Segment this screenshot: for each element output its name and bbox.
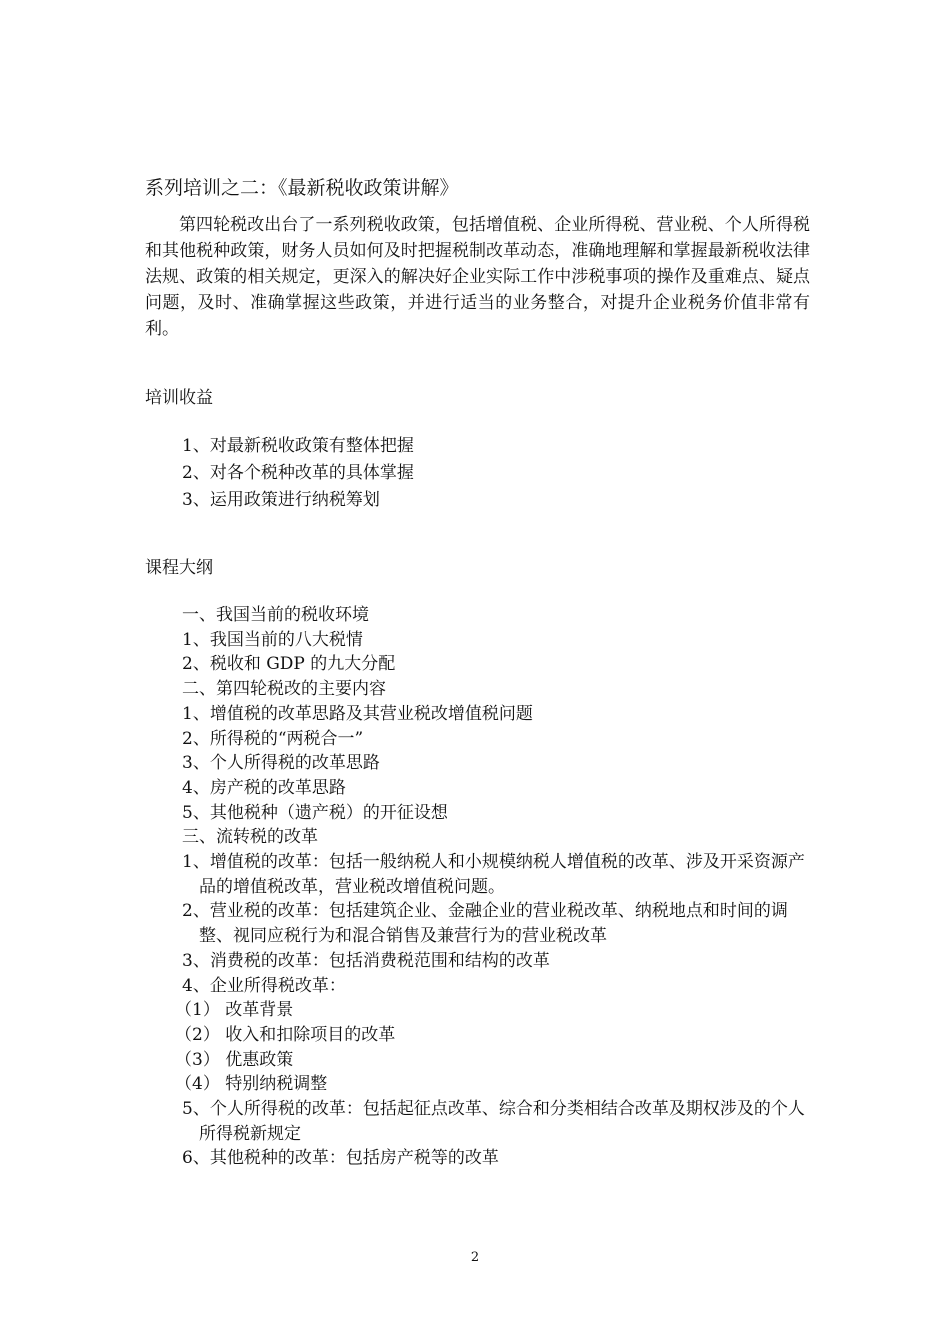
outline-item: 2、所得税的“两税合一” bbox=[182, 728, 364, 749]
outline-item: 5、其他税种（遗产税）的开征设想 bbox=[182, 802, 448, 823]
benefit-item: 2、对各个税种改革的具体掌握 bbox=[182, 463, 414, 483]
outline-item: 2、税收和 GDP 的九大分配 bbox=[182, 654, 396, 675]
outline-item: 4、房产税的改革思路 bbox=[182, 777, 346, 798]
benefits-heading: 培训收益 bbox=[145, 388, 213, 408]
outline-list bbox=[175, 603, 812, 1171]
outline-subitem: （2） 收入和扣除项目的改革 bbox=[175, 1024, 396, 1045]
outline-subitem: （4） 特别纳税调整 bbox=[175, 1074, 328, 1095]
outline-item: 1、增值税的改革：包括一般纳税人和小规模纳税人增值税的改革、涉及开采资源产品的增值税改革，营业税改增值税问题。 bbox=[182, 852, 805, 897]
outline-item: 2、营业税的改革：包括建筑企业、金融企业的营业税改革、纳税地点和时间的调整、视同应税行为和混合销售及兼营行为的营业税改革 bbox=[182, 901, 788, 947]
outline-item: 5、个人所得税的改革：包括起征点改革、综合和分类相结合改革及期权涉及的个人所得税新规定 bbox=[182, 1099, 805, 1144]
outline-subitem: （3） 优惠政策 bbox=[175, 1049, 294, 1070]
outline-item: 3、消费税的改革：包括消费税范围和结构的改革 bbox=[182, 950, 550, 971]
outline-item: 4、企业所得税改革： bbox=[182, 975, 346, 996]
intro-paragraph: 第四轮税改出台了一系列税收政策，包括增值税、企业所得税、营业税、个人所得税和其他税种政策，财务人员如何及时把握税制改革动态，准确地理解和掌握最新税收法律法规、政策的相关规定，更深入的解决好企业实际工作中涉税事项的操作及重难点、疑点问题，及时、准确掌握这些政策，并进行适当的业务整合，对提升企业税务价值非常有利。 bbox=[145, 215, 810, 339]
benefits-list bbox=[182, 433, 414, 514]
outline-item: 三、流转税的改革 bbox=[182, 827, 318, 848]
benefit-item: 3、运用政策进行纳税筹划 bbox=[182, 490, 380, 510]
outline-item: 3、个人所得税的改革思路 bbox=[182, 753, 380, 774]
outline-item: 二、第四轮税改的主要内容 bbox=[182, 679, 386, 700]
outline-item: 1、增值税的改革思路及其营业税改增值税问题 bbox=[182, 703, 533, 724]
outline-item: 1、我国当前的八大税情 bbox=[182, 629, 363, 650]
document-title: 系列培训之二：《最新税收政策讲解》 bbox=[145, 177, 459, 199]
benefit-item: 1、对最新税收政策有整体把握 bbox=[182, 436, 414, 456]
outline-item: 6、其他税种的改革：包括房产税等的改革 bbox=[182, 1148, 499, 1169]
outline-item: 一、我国当前的税收环境 bbox=[182, 605, 369, 625]
outline-subitem: （1） 改革背景 bbox=[175, 1000, 294, 1021]
outline-heading: 课程大纲 bbox=[145, 558, 213, 578]
page-number: 2 bbox=[470, 1250, 480, 1265]
